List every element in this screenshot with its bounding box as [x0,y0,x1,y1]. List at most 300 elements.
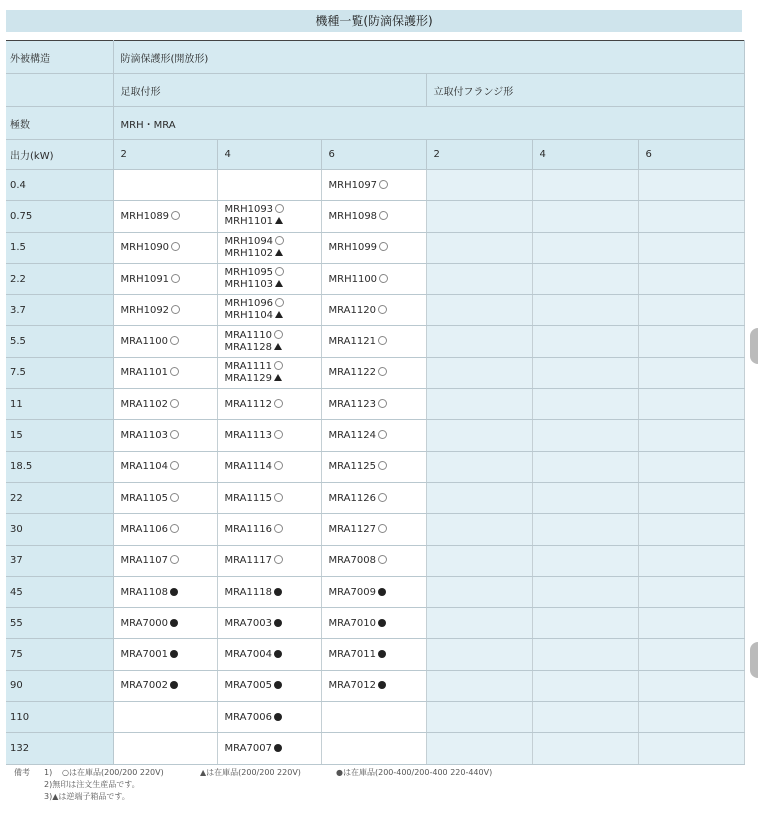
model-cell [426,357,532,388]
model-entry [329,367,387,378]
triangle-icon [275,249,283,256]
filled-circle-icon [378,619,386,627]
model-entry [225,712,282,723]
model-code: MRA7000 [120,617,168,629]
open-circle-icon [378,524,387,533]
open-circle-icon [171,305,180,314]
model-code: MRA1127 [328,523,376,535]
open-circle-icon [378,493,387,502]
model-cell [113,639,217,670]
model-entry [225,248,321,260]
model-code: MRA7010 [328,617,376,629]
model-cell [532,733,638,764]
open-circle-icon [170,367,179,376]
model-code: MRA1112 [224,398,272,410]
open-circle-icon [170,555,179,564]
model-code: MRA1118 [224,586,272,598]
model-cell [217,263,321,294]
note-2: 2)無印は注文生産品です。 [44,780,140,789]
model-entry [329,555,387,566]
output-kw-cell: 15 [6,420,113,451]
model-cell [426,326,532,357]
model-cell [217,545,321,576]
filled-circle-icon [378,588,386,596]
model-cell [426,639,532,670]
model-entry [225,330,321,342]
table-row [6,326,744,357]
model-cell [113,326,217,357]
table-row [6,451,744,482]
model-cell [321,232,426,263]
model-cell [638,545,744,576]
header-pole-6-flange: 6 [638,140,744,170]
filled-circle-icon [378,650,386,658]
model-code: MRH1090 [120,242,170,254]
model-cell [638,389,744,420]
note-1-open: ○は在庫品(200/200 220V) [62,768,164,777]
header-pole-4-flange: 4 [532,140,638,170]
open-circle-icon [170,336,179,345]
filled-circle-icon [274,619,282,627]
model-entry [329,180,389,191]
triangle-icon [275,311,283,318]
model-entry [329,587,386,598]
model-cell [217,576,321,607]
model-entry [121,618,178,629]
model-cell [321,170,426,201]
model-cell [638,420,744,451]
model-cell [426,670,532,701]
model-cell [217,295,321,326]
filled-circle-icon [170,588,178,596]
model-code: MRA1110 [224,329,272,341]
open-circle-icon [170,493,179,502]
model-cell [113,608,217,639]
note-1-number: 1) [44,768,53,777]
output-kw-cell: 0.4 [6,170,113,201]
header-flange-mount: 立取付フランジ形 [426,74,744,107]
label-enclosure: 外被構造 [6,41,113,74]
model-code: MRA1120 [328,304,376,316]
model-entry [225,373,321,385]
model-cell [217,702,321,733]
table-row [6,232,744,263]
model-code: MRH1099 [328,242,378,254]
model-cell [113,201,217,232]
model-cell [426,263,532,294]
model-cell [426,389,532,420]
model-cell [532,232,638,263]
model-code: MRA7003 [224,617,272,629]
model-code: MRA1129 [224,372,272,384]
table-row [6,608,744,639]
binder-tab [750,642,758,678]
model-cell [321,576,426,607]
model-code: MRA7007 [224,742,272,754]
model-entry [225,618,282,629]
model-cell [217,170,321,201]
model-cell [638,482,744,513]
model-code: MRA1103 [120,430,168,442]
open-circle-icon [274,461,283,470]
open-circle-icon [170,399,179,408]
filled-circle-icon [274,681,282,689]
header-foot-mount: 足取付形 [113,74,426,107]
model-cell [113,232,217,263]
model-cell [217,326,321,357]
model-code: MRH1096 [224,298,274,310]
model-entry [329,430,387,441]
model-code: MRA7005 [224,680,272,692]
model-code: MRH1101 [224,216,274,228]
open-circle-icon [171,242,180,251]
model-cell [217,608,321,639]
header-pole-6-foot: 6 [321,140,426,170]
model-entry [225,310,321,322]
header-pole-2-flange: 2 [426,140,532,170]
model-code: MRH1093 [224,204,274,216]
note-1-triangle: ▲は在庫品(200/200 220V) [200,768,301,777]
model-code: MRA7012 [328,680,376,692]
model-code: MRA1124 [328,430,376,442]
model-entry [225,743,282,754]
model-cell [638,232,744,263]
model-cell [638,357,744,388]
model-cell [532,545,638,576]
open-circle-icon [274,330,283,339]
model-cell [426,420,532,451]
table-row [6,389,744,420]
open-circle-icon [379,211,388,220]
label-mount-blank [6,74,113,107]
model-code: MRA1126 [328,492,376,504]
model-entry [329,524,387,535]
table-row [6,545,744,576]
model-cell [113,514,217,545]
model-cell [638,670,744,701]
output-kw-cell: 1.5 [6,232,113,263]
model-entry [225,430,283,441]
model-entry [121,399,179,410]
open-circle-icon [170,461,179,470]
model-code: MRH1092 [120,304,170,316]
model-entry [225,649,282,660]
open-circle-icon [378,430,387,439]
model-entry [329,461,387,472]
model-entry [121,555,179,566]
model-code: MRA1115 [224,492,272,504]
model-cell [638,702,744,733]
open-circle-icon [274,524,283,533]
model-code: MRA1100 [120,336,168,348]
model-entry [329,399,387,410]
model-cell [217,482,321,513]
model-cell [113,263,217,294]
model-entry [121,461,179,472]
model-cell [426,451,532,482]
output-kw-cell: 75 [6,639,113,670]
open-circle-icon [378,336,387,345]
model-code: MRA1123 [328,398,376,410]
model-code: MRH1095 [224,267,274,279]
model-code: MRH1098 [328,210,378,222]
open-circle-icon [170,430,179,439]
open-circle-icon [379,274,388,283]
open-circle-icon [378,305,387,314]
model-cell [426,608,532,639]
model-cell [217,357,321,388]
model-cell [638,295,744,326]
model-cell [532,639,638,670]
model-cell [113,357,217,388]
model-entry [121,430,179,441]
open-circle-icon [378,399,387,408]
model-cell [321,608,426,639]
model-code: MRA7001 [120,649,168,661]
model-code: MRH1103 [224,279,274,291]
model-cell [113,702,217,733]
model-code: MRA1125 [328,461,376,473]
model-cell [321,420,426,451]
model-cell [113,451,217,482]
output-kw-cell: 18.5 [6,451,113,482]
model-cell [321,702,426,733]
model-cell [321,357,426,388]
model-code: MRA1117 [224,555,272,567]
table-row [6,733,744,764]
model-cell [426,702,532,733]
output-kw-cell: 11 [6,389,113,420]
model-cell [321,545,426,576]
model-entry [225,361,321,373]
model-entry [121,587,178,598]
output-kw-cell: 5.5 [6,326,113,357]
model-code: MRH1102 [224,247,274,259]
model-code: MRA7011 [328,649,376,661]
binder-tab [750,328,758,364]
model-code: MRA7002 [120,680,168,692]
model-cell [321,326,426,357]
model-entry [329,305,387,316]
table-row [6,576,744,607]
model-code: MRA1107 [120,555,168,567]
model-cell [321,263,426,294]
output-kw-cell: 110 [6,702,113,733]
output-kw-cell: 3.7 [6,295,113,326]
triangle-icon [275,217,283,224]
filled-circle-icon [378,681,386,689]
model-code: MRA1102 [120,398,168,410]
model-entry [121,367,179,378]
model-code: MRH1089 [120,210,170,222]
model-cell [321,639,426,670]
model-entry [225,279,321,291]
filled-circle-icon [170,619,178,627]
model-code: MRH1094 [224,235,274,247]
note-3: 3)▲は逆端子箱品です。 [44,792,130,801]
model-code: MRA1121 [328,336,376,348]
open-circle-icon [379,242,388,251]
model-cell [321,482,426,513]
model-cell [426,170,532,201]
filled-circle-icon [170,681,178,689]
model-entry [329,336,387,347]
model-table [6,40,745,765]
model-code: MRA7004 [224,649,272,661]
model-cell [113,545,217,576]
open-circle-icon [378,461,387,470]
model-cell [217,201,321,232]
filled-circle-icon [274,713,282,721]
open-circle-icon [275,236,284,245]
model-cell [532,702,638,733]
model-cell [321,451,426,482]
header-series: MRH・MRA [113,107,744,140]
model-cell [638,576,744,607]
model-cell [217,639,321,670]
model-entry [121,524,179,535]
model-entry [225,399,283,410]
model-cell [638,326,744,357]
model-entry [121,680,178,691]
model-cell [113,733,217,764]
model-code: MRA7009 [328,586,376,598]
model-cell [532,389,638,420]
model-cell [113,170,217,201]
open-circle-icon [170,524,179,533]
model-entry [121,274,181,285]
output-kw-cell: 132 [6,733,113,764]
table-row [6,514,744,545]
model-code: MRH1104 [224,310,274,322]
table-row [6,702,744,733]
output-kw-cell: 0.75 [6,201,113,232]
model-cell [638,170,744,201]
model-entry [225,680,282,691]
open-circle-icon [378,555,387,564]
model-cell [638,514,744,545]
output-kw-cell: 30 [6,514,113,545]
table-row [6,357,744,388]
model-cell [217,420,321,451]
triangle-icon [274,374,282,381]
model-entry [225,204,321,216]
model-cell [532,576,638,607]
model-entry [121,305,181,316]
model-code: MRA1114 [224,461,272,473]
model-cell [321,514,426,545]
model-cell [426,201,532,232]
model-entry [225,587,282,598]
model-cell [532,295,638,326]
model-cell [532,201,638,232]
output-kw-cell: 45 [6,576,113,607]
model-cell [532,420,638,451]
open-circle-icon [274,555,283,564]
model-cell [532,326,638,357]
model-cell [113,576,217,607]
model-entry [225,493,283,504]
model-cell [321,733,426,764]
model-cell [532,608,638,639]
model-entry [329,242,389,253]
header-pole-4-foot: 4 [217,140,321,170]
model-cell [532,670,638,701]
model-cell [532,451,638,482]
model-entry [225,267,321,279]
model-entry [121,336,179,347]
model-cell [321,201,426,232]
model-cell [113,670,217,701]
open-circle-icon [171,211,180,220]
output-kw-cell: 22 [6,482,113,513]
model-cell [113,420,217,451]
model-cell [113,295,217,326]
model-cell [426,295,532,326]
model-entry [329,649,386,660]
model-entry [225,524,283,535]
model-cell [532,263,638,294]
table-row [6,295,744,326]
model-code: MRA7006 [224,711,272,723]
model-cell [532,514,638,545]
model-entry [329,680,386,691]
output-kw-cell: 2.2 [6,263,113,294]
model-cell [532,482,638,513]
model-entry [329,274,389,285]
open-circle-icon [275,267,284,276]
model-entry [225,342,321,354]
note-1-filled: ●は在庫品(200-400/200-400 220-440V) [336,768,493,777]
model-cell [113,482,217,513]
model-cell [638,451,744,482]
open-circle-icon [171,274,180,283]
open-circle-icon [379,180,388,189]
model-cell [321,670,426,701]
output-kw-cell: 90 [6,670,113,701]
notes-label: 備考 [14,768,30,777]
open-circle-icon [274,493,283,502]
model-entry [225,555,283,566]
model-cell [217,389,321,420]
table-row [6,263,744,294]
model-cell [638,263,744,294]
model-cell [426,232,532,263]
table-row [6,420,744,451]
model-code: MRH1097 [328,179,378,191]
model-code: MRA1111 [224,360,272,372]
model-cell [321,295,426,326]
triangle-icon [275,280,283,287]
model-cell [426,514,532,545]
model-cell [217,514,321,545]
model-cell [217,733,321,764]
output-kw-cell: 7.5 [6,357,113,388]
table-row [6,170,744,201]
open-circle-icon [275,204,284,213]
label-poles: 極数 [6,107,113,140]
model-entry [225,298,321,310]
header-enclosure-type: 防滴保護形(開放形) [113,41,744,74]
model-code: MRA1106 [120,523,168,535]
table-row [6,670,744,701]
model-entry [329,618,386,629]
model-entry [121,649,178,660]
model-entry [121,211,181,222]
model-code: MRH1100 [328,273,378,285]
model-cell [217,232,321,263]
model-code: MRA1105 [120,492,168,504]
